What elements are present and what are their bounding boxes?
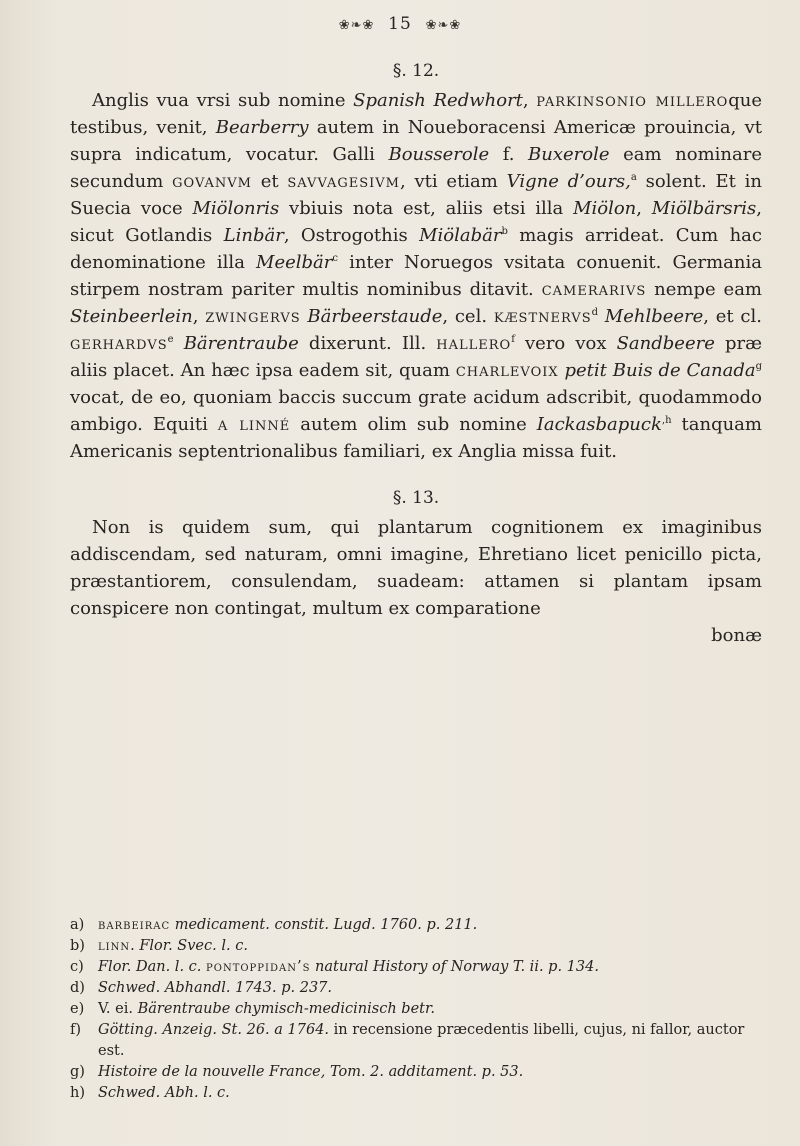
footnote xyxy=(70,957,762,978)
footnote xyxy=(70,978,762,999)
page-number: 15 xyxy=(388,14,412,34)
footnote-text: Flor. Dan. l. c. xyxy=(98,959,202,975)
footnote xyxy=(70,936,762,957)
footnotes xyxy=(70,915,762,1104)
footnote-mark: h) xyxy=(70,1085,85,1101)
ornament-right-icon: ❀❧❀ xyxy=(425,18,462,33)
footnote-mark: c) xyxy=(70,959,84,975)
footnote-text: 1760. p. 211. xyxy=(380,917,478,933)
footnote-mark: f) xyxy=(70,1022,82,1038)
section-13-heading: §. 13. xyxy=(392,488,440,508)
section-12-paragraph: Anglis vua vrsi sub nomine Spanish Redwhort, parkinsonio milleroque testibus, venit, Bearberry autem in Noueboracensi Americæ prouincia, vt supra indicatum, vocatur. Galli Bousserole f. Buxerole eam nominare secundum govanvm et savvagesivm, vti etiam Vigne d’ours,$^a$ solent. Et in Suecia voce Miölonris vbiuis nota est, aliis etsi illa Miölon, Miölbärsris, sicut Gotlandis Linbär, Ostrogothis Miölabär$^b$ magis arrideat. Cum hac denominatione illa Meelbär$^c$ inter Noruegos vsitata conuenit. Germania stirpem nostram pariter multis nominibus ditavit. camerarivs nempe eam Steinbeerlein, zwingervs Bärbeerstaude, cel. kæstnervs$^d$ Mehlbeere, et cl. gerhardvs$^e$ Bärentraube dixerunt. Ill. hallero$^f$ vero vox Sandbeere præ aliis placet. An hæc ipsa eadem sit, quam charlevoix petit Buis de Canada$^g$ vocat, de eo, quoniam baccis succum grate acidum adscribit, quodammodo ambigo. Equiti a linné autem olim sub nomine Iackasbapuck$^{,h}$ tanquam Americanis septentrionalibus familiari, ex Anglia missa fuit. xyxy=(70,90,763,462)
footnote-text: barbeirac xyxy=(98,917,171,933)
section-gap xyxy=(70,465,762,485)
footnote-text: Götting. Anzeig. St. 26. a 1764. xyxy=(98,1022,330,1038)
footnote-text: linn xyxy=(98,938,131,954)
footnote-text: Histoire de la nouvelle France, Tom. 2. additament. p. 53. xyxy=(98,1064,524,1080)
footnote-text: Schwed. Abhandl. 1743. p. 237. xyxy=(98,980,333,996)
footnote-text: V. ei. xyxy=(98,1001,138,1017)
footnote xyxy=(70,1020,762,1062)
footnote-text: pontoppidan’s xyxy=(206,959,311,975)
ornament-left-icon: ❀❧❀ xyxy=(338,18,375,33)
footnote-mark: g) xyxy=(70,1064,85,1080)
footnote-mark: a) xyxy=(70,917,85,933)
main-text xyxy=(70,58,762,649)
footnote-text: medicament. constit. Lugd. xyxy=(174,917,376,933)
footnote-text: Schwed. Abh. l. c. xyxy=(98,1085,230,1101)
footnote-text: in recensione præcedentis libelli, cujus, ni fallor, auctor est. xyxy=(98,1022,745,1059)
footnote-text: . xyxy=(130,938,140,954)
section-12-heading: §. 12. xyxy=(392,61,440,81)
footnote-mark: d) xyxy=(70,980,85,996)
footnote xyxy=(70,999,762,1020)
footnote xyxy=(70,1062,762,1083)
footnote-text: natural History of Norway T. ii. p. 134. xyxy=(315,959,599,975)
footnote-text: Flor. Svec. l. c. xyxy=(139,938,248,954)
running-header xyxy=(0,14,800,34)
section-13-paragraph: Non is quidem sum, qui plantarum cognitionem ex imaginibus addiscendam, sed naturam, omni imagine, Ehretiano licet penicillo picta, præstantiorem, consulendam, suadeam: attamen si plantam ipsam conspicere non contingat, multum ex comparatione xyxy=(70,517,762,619)
footnote-text: Bärentraube chymisch-medicinisch betr. xyxy=(137,1001,435,1017)
footnote-mark: b) xyxy=(70,938,85,954)
footnote-mark: e) xyxy=(70,1001,85,1017)
catchword: bonæ xyxy=(711,625,762,646)
footnote xyxy=(70,915,762,936)
footnote xyxy=(70,1083,762,1104)
